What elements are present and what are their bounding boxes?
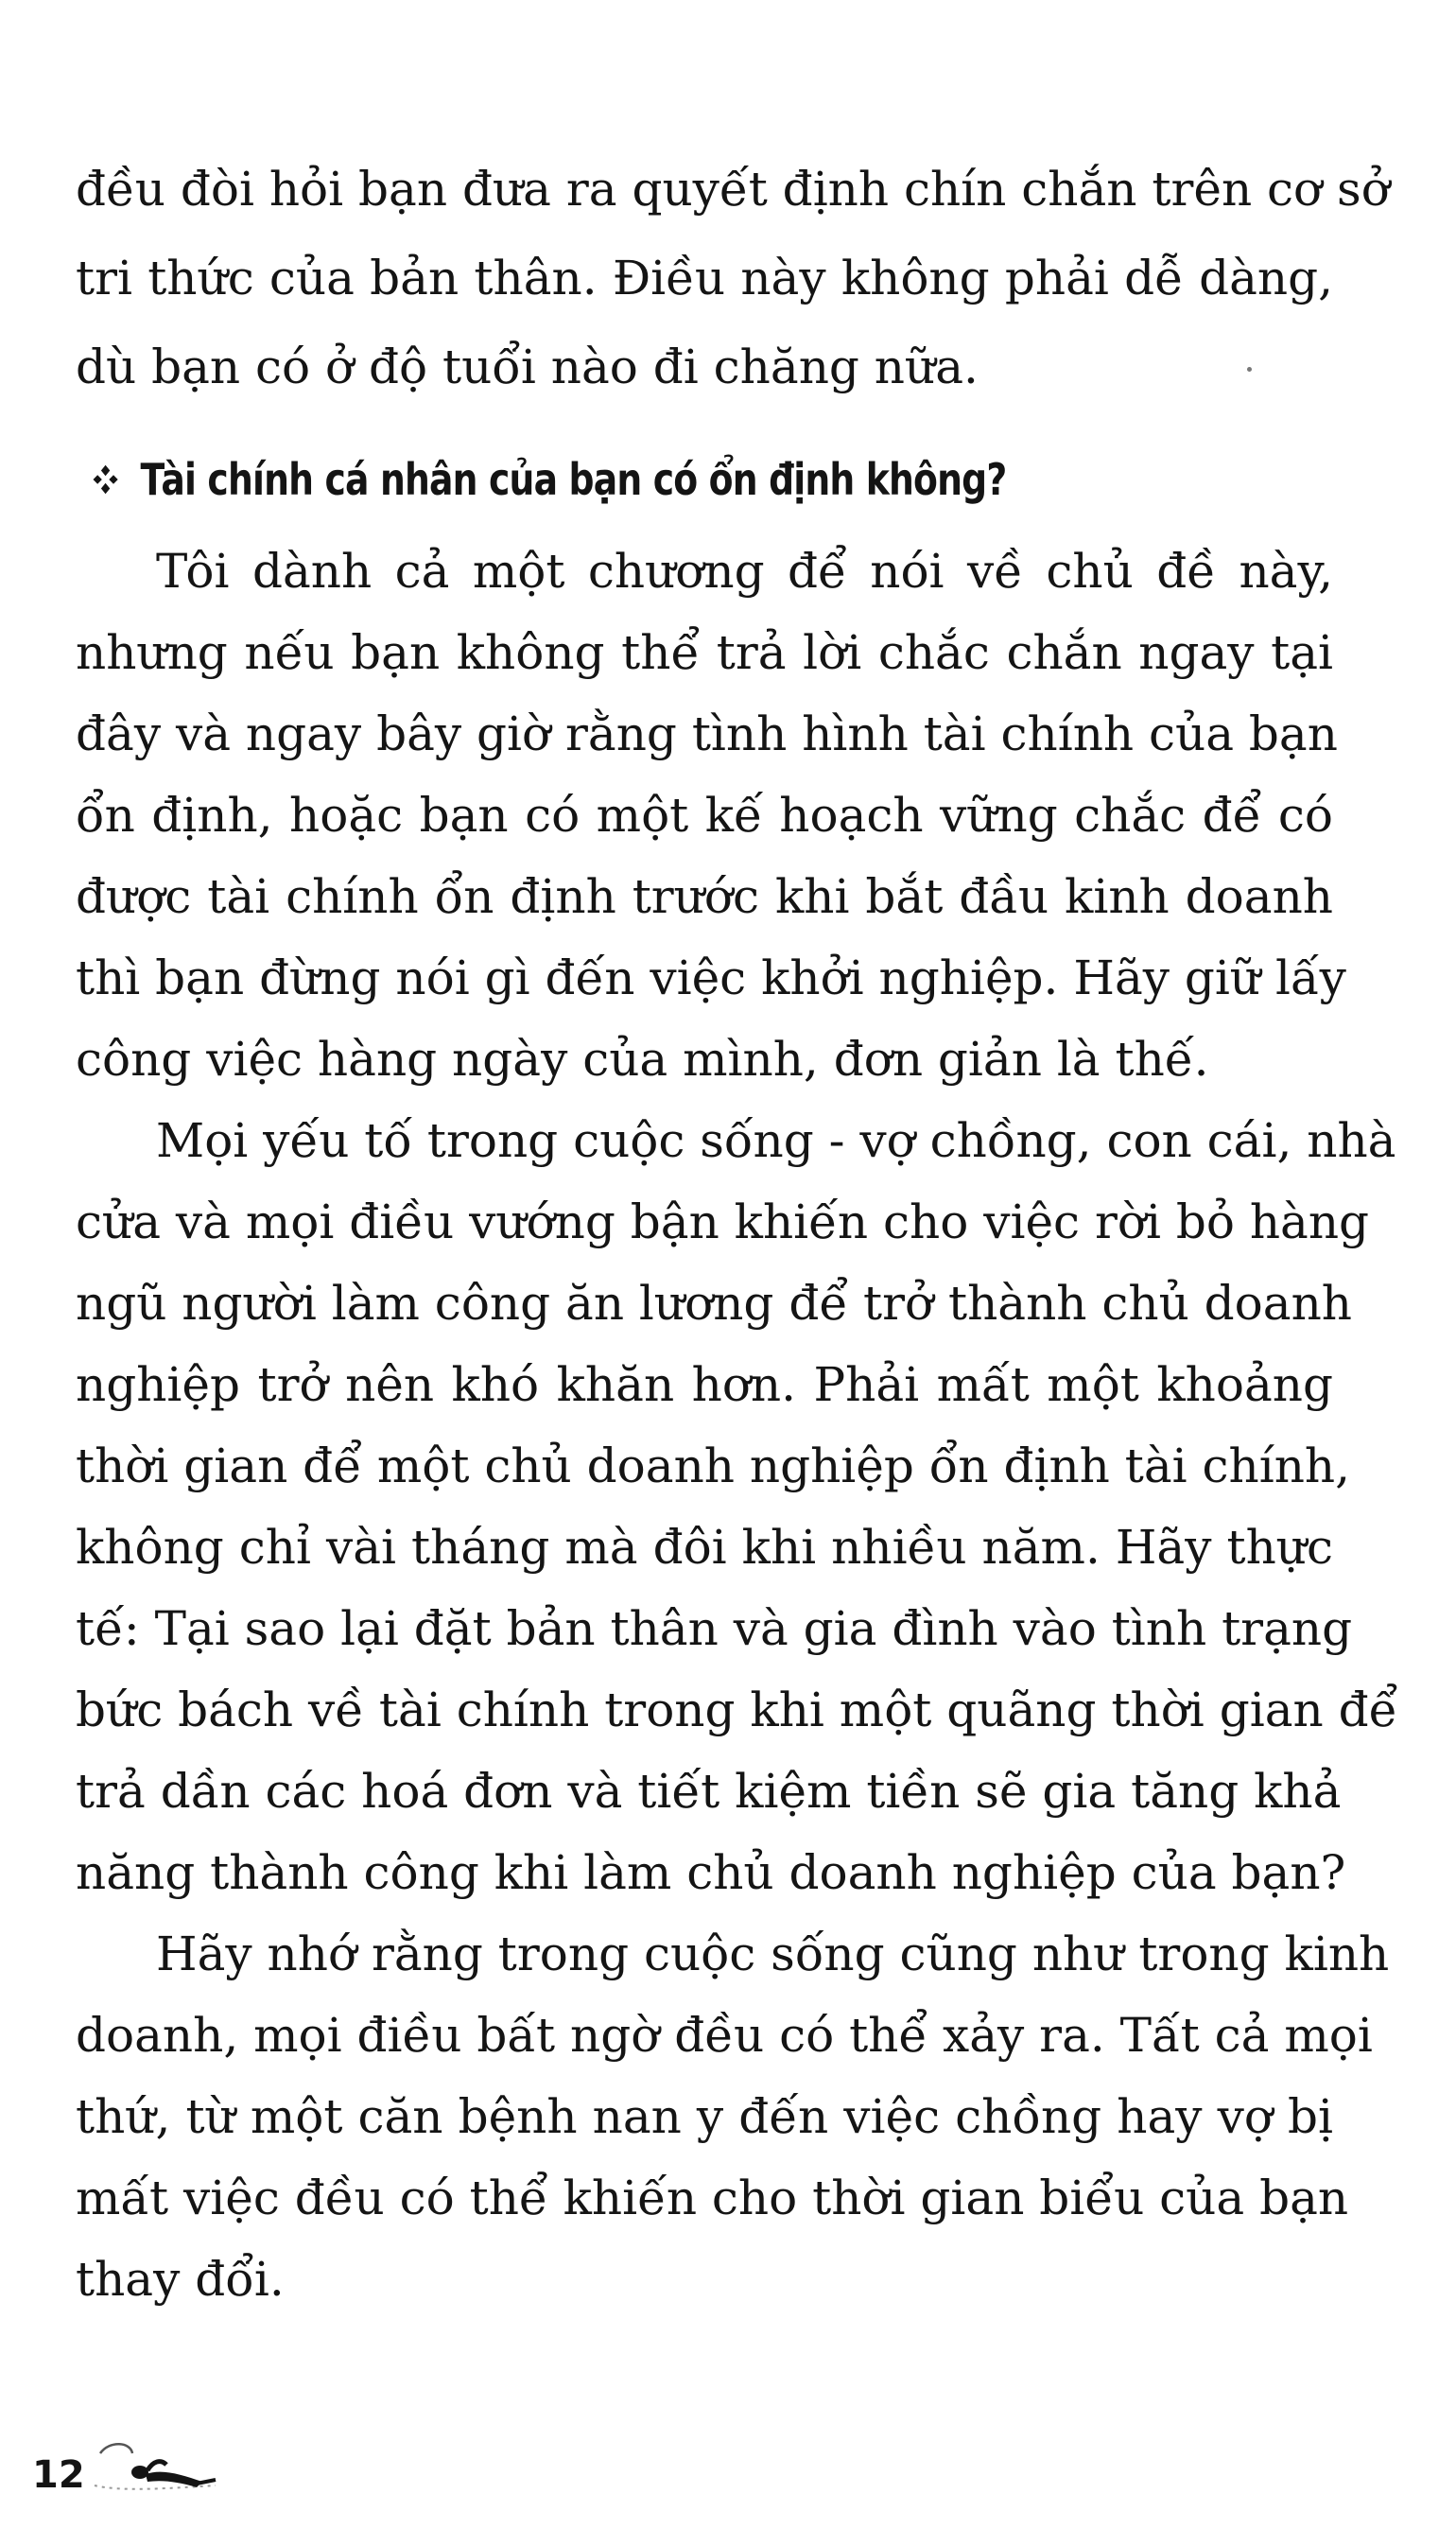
body-line: không chỉ vài tháng mà đôi khi nhiều năm. Hãy thực — [76, 1520, 1333, 1575]
body-line: tri thức của bản thân. Điều này không phải dễ dàng, — [76, 251, 1333, 305]
body-line: trả dần các hoá đơn và tiết kiệm tiền sẽ gia tăng khả — [76, 1764, 1342, 1819]
section-heading — [91, 446, 1021, 513]
body-line: mất việc đều có thể khiến cho thời gian biểu của bạn — [76, 2171, 1349, 2225]
body-line: công việc hàng ngày của mình, đơn giản là thế. — [76, 1032, 1209, 1087]
body-line: Mọi yếu tố trong cuộc sống - vợ chồng, con cái, nhà — [156, 1113, 1396, 1168]
body-line: thời gian để một chủ doanh nghiệp ổn định tài chính, — [76, 1439, 1351, 1493]
print-speck — [1247, 367, 1252, 372]
body-line: ổn định, hoặc bạn có một kế hoạch vững chắc để có — [76, 788, 1333, 843]
body-line: Tôi dành cả một chương để nói về chủ đề này, — [156, 544, 1333, 599]
body-line: cửa và mọi điều vướng bận khiến cho việc rời bỏ hàng — [76, 1195, 1370, 1249]
body-line: nghiệp trở nên khó khăn hơn. Phải mất một khoảng — [76, 1357, 1333, 1412]
body-line: thay đổi. — [76, 2252, 285, 2307]
body-line: doanh, mọi điều bất ngờ đều có thể xảy ra. Tất cả mọi — [76, 2008, 1373, 2063]
body-line: thì bạn đừng nói gì đến việc khởi nghiệp. Hãy giữ lấy — [76, 950, 1346, 1005]
section-heading-text: Tài chính cá nhân của bạn có ổn định không? — [140, 454, 1007, 505]
body-line: được tài chính ổn định trước khi bắt đầu kinh doanh — [76, 869, 1333, 924]
body-line: đây và ngay bây giờ rằng tình hình tài chính của bạn — [76, 706, 1338, 761]
body-line: tế: Tại sao lại đặt bản thân và gia đình vào tình trạng — [76, 1601, 1353, 1656]
body-line: nhưng nếu bạn không thể trả lời chắc chắn ngay tại — [76, 625, 1333, 680]
page-footer — [32, 2433, 223, 2499]
four-diamond-bullet-icon — [88, 462, 123, 497]
body-line: đều đòi hỏi bạn đưa ra quyết định chín chắn trên cơ sở — [76, 162, 1390, 217]
body-line: dù bạn có ở độ tuổi nào đi chăng nữa. — [76, 340, 979, 394]
page-number: 12 — [32, 2453, 85, 2497]
swimmer-ornament-icon — [91, 2433, 223, 2499]
body-line: Hãy nhớ rằng trong cuộc sống cũng như trong kinh — [156, 1927, 1390, 1981]
body-line: thứ, từ một căn bệnh nan y đến việc chồng hay vợ bị — [76, 2089, 1333, 2144]
body-line: bức bách về tài chính trong khi một quãng thời gian để — [76, 1683, 1398, 1737]
body-line: năng thành công khi làm chủ doanh nghiệp của bạn? — [76, 1845, 1346, 1900]
body-line: ngũ người làm công ăn lương để trở thành chủ doanh — [76, 1276, 1352, 1331]
